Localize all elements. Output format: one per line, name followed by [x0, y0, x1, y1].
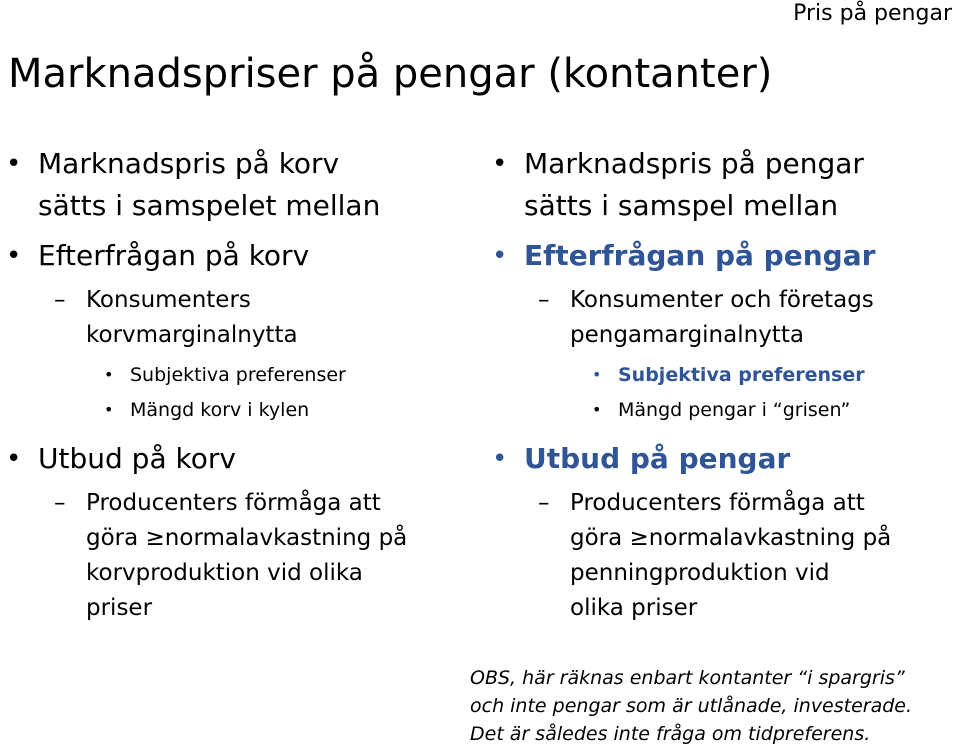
left-bullet-demand: Efterfrågan på korv	[38, 239, 310, 272]
right-supply-sub-cont: penningproduktion vid	[570, 560, 830, 586]
bullet-icon: •	[104, 365, 114, 384]
left-supply-sub-cont: priser	[86, 595, 153, 621]
bullet-icon: •	[492, 149, 508, 179]
left-bullet-market-price: Marknadspris på korv	[38, 147, 340, 180]
right-bullet-demand: Efterfrågan på pengar	[524, 239, 876, 272]
right-demand-sub-cont: pengamarginalnytta	[570, 322, 804, 348]
right-supply-sub-cont: olika priser	[570, 595, 698, 621]
left-demand-sub-cont: korvmarginalnytta	[86, 322, 298, 348]
left-bullet-supply: Utbud på korv	[38, 442, 236, 475]
right-supply-sub: Producenters förmåga att	[570, 490, 865, 516]
slide-title: Marknadspriser på pengar (kontanter)	[8, 51, 773, 97]
footnote-line: och inte pengar som är utlånade, investerade.	[470, 695, 913, 717]
dash-icon: –	[54, 490, 66, 516]
left-demand-subsub-quantity: Mängd korv i kylen	[130, 399, 310, 421]
left-supply-sub: Producenters förmåga att	[86, 490, 381, 516]
dash-icon: –	[538, 287, 550, 313]
bullet-icon: •	[492, 241, 508, 271]
footnote-line: Det är således inte fråga om tidpreferens.	[470, 723, 871, 745]
right-demand-sub: Konsumenter och företags	[570, 287, 874, 313]
bullet-icon: •	[6, 241, 22, 271]
left-demand-subsub-preferences: Subjektiva preferenser	[130, 364, 346, 386]
dash-icon: –	[54, 287, 66, 313]
left-bullet-market-price-cont: sätts i samspelet mellan	[38, 189, 381, 222]
bullet-icon: •	[592, 400, 602, 419]
left-supply-sub-cont: korvproduktion vid olika	[86, 560, 363, 586]
dash-icon: –	[538, 490, 550, 516]
left-demand-sub: Konsumenters	[86, 287, 251, 313]
right-supply-sub-cont: göra ≥normalavkastning på	[570, 525, 892, 551]
bullet-icon: •	[104, 400, 114, 419]
bullet-icon: •	[6, 149, 22, 179]
bullet-icon: •	[592, 365, 602, 384]
right-demand-subsub-preferences: Subjektiva preferenser	[618, 364, 865, 386]
left-supply-sub-cont: göra ≥normalavkastning på	[86, 525, 408, 551]
section-label: Pris på pengar	[793, 1, 952, 26]
right-bullet-supply: Utbud på pengar	[524, 442, 791, 475]
footnote-line: OBS, här räknas enbart kontanter “i spargris”	[470, 667, 905, 689]
right-bullet-market-price-cont: sätts i samspel mellan	[524, 189, 839, 222]
bullet-icon: •	[492, 444, 508, 474]
right-demand-subsub-quantity: Mängd pengar i “grisen”	[618, 399, 851, 421]
right-bullet-market-price: Marknadspris på pengar	[524, 147, 864, 180]
bullet-icon: •	[6, 444, 22, 474]
